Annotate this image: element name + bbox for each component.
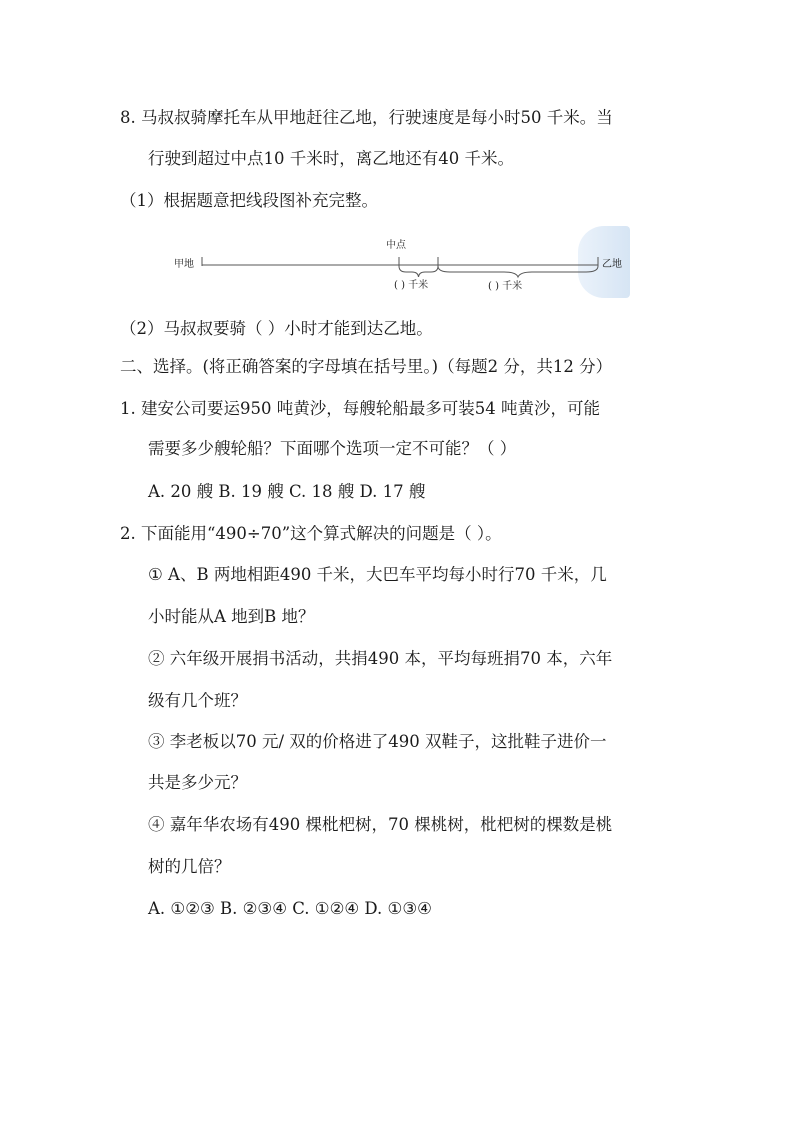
q2-option-2-line-1: ② 六年级开展捐书活动，共捐490 本，平均每班捐70 本，六年 (148, 649, 613, 668)
midpoint-label: 中点 (386, 240, 406, 251)
q8-sub-1: （1）根据题意把线段图补充完整。 (120, 191, 378, 210)
brace-1 (399, 266, 438, 277)
end-label: 乙地 (602, 259, 622, 270)
q8-line-2: 行驶到超过中点10 千米时，离乙地还有40 千米。 (148, 149, 514, 168)
q2-stem: 2. 下面能用“490÷70”这个算式解决的问题是（ ）。 (120, 524, 502, 543)
start-label: 甲地 (174, 259, 194, 270)
section-2-heading: 二、选择。(将正确答案的字母填在括号里。)（每题2 分，共12 分） (120, 357, 613, 376)
segment-diagram (160, 230, 640, 300)
q8-line-1: 8. 马叔叔骑摩托车从甲地赶往乙地，行驶速度是每小时50 千米。当 (120, 108, 613, 127)
q2-option-1-line-1: ① A、B 两地相距490 千米，大巴车平均每小时行70 千米，几 (148, 565, 607, 584)
q2-option-4-line-2: 树的几倍？ (148, 857, 231, 876)
q2-option-1-line-2: 小时能从A 地到B 地？ (148, 607, 315, 626)
segment-1-label: ( ) 千米 (394, 280, 429, 291)
q1-line-2: 需要多少艘轮船？下面哪个选项一定不可能？（ ） (148, 439, 517, 458)
q2-option-3-line-1: ③ 李老板以70 元/ 双的价格进了490 双鞋子，这批鞋子进价一 (148, 732, 607, 751)
q1-line-1: 1. 建安公司要运950 吨黄沙，每艘轮船最多可装54 吨黄沙，可能 (120, 399, 600, 418)
q2-option-2-line-2: 级有几个班？ (148, 691, 247, 710)
q1-options: A. 20 艘 B. 19 艘 C. 18 艘 D. 17 艘 (148, 482, 426, 501)
q2-option-4-line-1: ④ 嘉年华农场有490 棵枇杷树，70 棵桃树，枇杷树的棵数是桃 (148, 815, 613, 834)
q2-option-3-line-2: 共是多少元？ (148, 773, 247, 792)
q2-options: A. ①②③ B. ②③④ C. ①②④ D. ①③④ (148, 899, 432, 918)
q8-sub-2: （2）马叔叔要骑（ ）小时才能到达乙地。 (120, 319, 433, 338)
segment-2-label: ( ) 千米 (488, 281, 523, 292)
brace-2 (438, 266, 598, 277)
